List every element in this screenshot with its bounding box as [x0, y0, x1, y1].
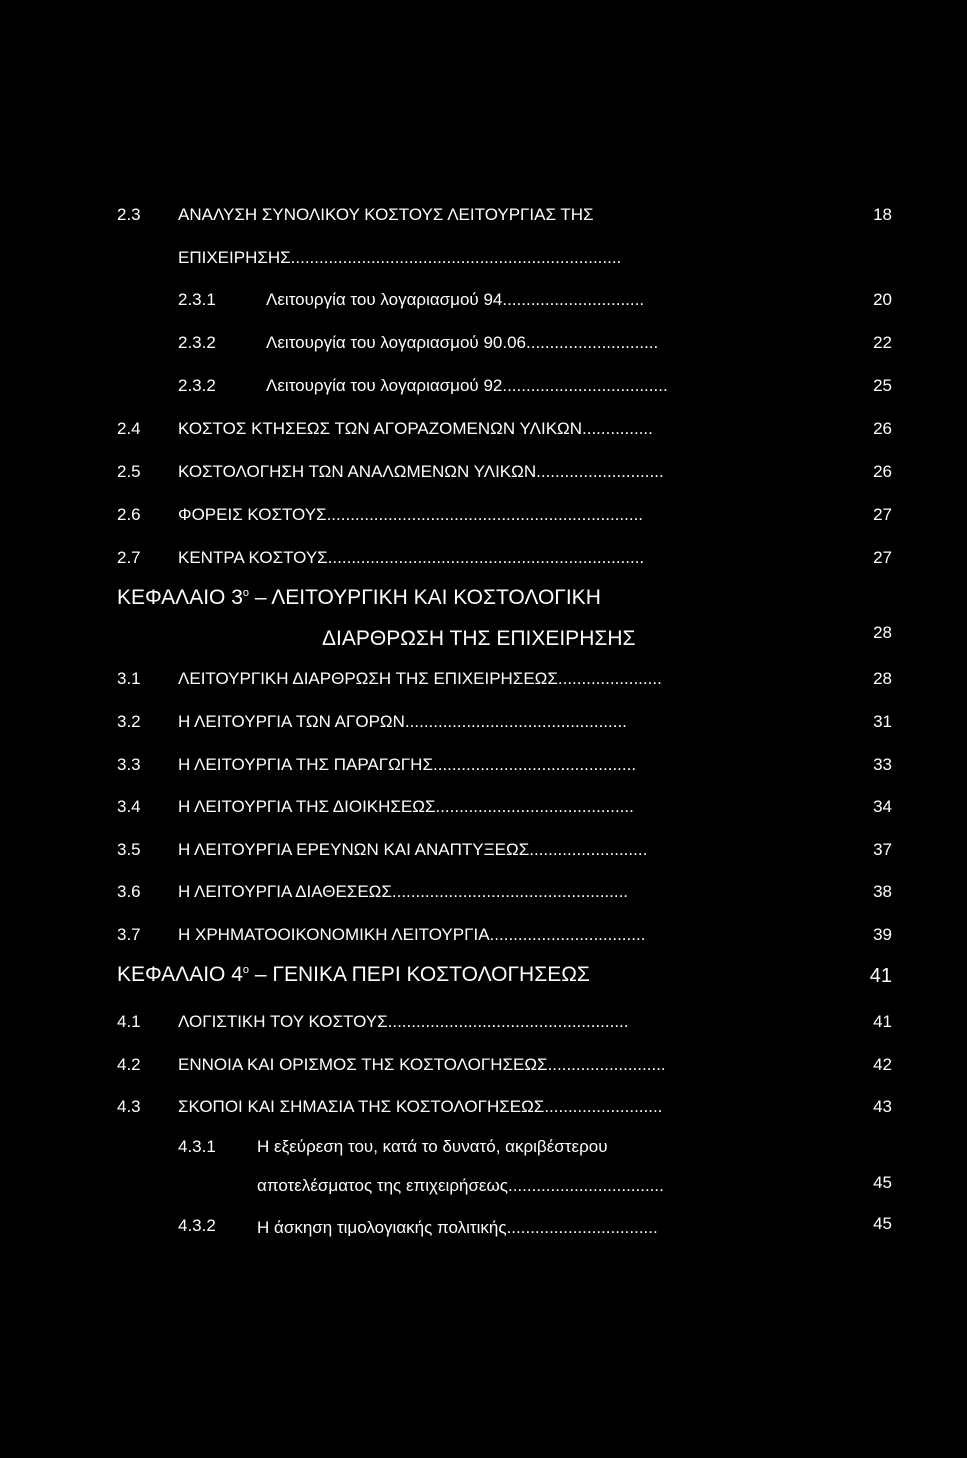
- toc-entry: [178, 1097, 662, 1117]
- toc-number: 3.5: [117, 840, 141, 859]
- toc-number: 2.7: [117, 548, 141, 567]
- toc-number: 3.7: [117, 925, 141, 944]
- toc-page: 34: [873, 797, 892, 816]
- chapter-heading: [117, 586, 601, 610]
- toc-title: Η ΛΕΙΤΟΥΡΓΙΑ ΤΩΝ ΑΓΟΡΩΝ: [178, 712, 405, 731]
- toc-page: 42: [873, 1055, 892, 1074]
- toc-page: 26: [873, 419, 892, 438]
- toc-number: 2.4: [117, 419, 141, 438]
- toc-number: 2.3.1: [178, 290, 216, 309]
- toc-leader: ..............................: [502, 290, 645, 309]
- toc-title: αποτελέσματος της επιχειρήσεως: [257, 1176, 508, 1195]
- toc-entry: [178, 797, 634, 817]
- toc-entry: [257, 1176, 664, 1196]
- toc-page: 22: [873, 333, 892, 352]
- toc-leader: ..........................................: [435, 797, 634, 816]
- toc-title: Λειτουργία του λογαριασμού 92: [266, 376, 503, 395]
- toc-leader: .........................: [547, 1055, 666, 1074]
- toc-title: Η ΛΕΙΤΟΥΡΓΙΑ ΤΗΣ ΔΙΟΙΚΗΣΕΩΣ: [178, 797, 436, 816]
- toc-entry: [178, 755, 636, 775]
- toc-title: ΛΕΙΤΟΥΡΓΙΚΗ ΔΙΑΡΘΡΩΣΗ ΤΗΣ ΕΠΙΧΕΙΡΗΣΕΩΣ: [178, 669, 558, 688]
- toc-leader: .................................: [489, 925, 646, 944]
- toc-entry: [178, 669, 662, 689]
- toc-leader: .........................: [544, 1097, 663, 1116]
- toc-number: 2.6: [117, 505, 141, 524]
- toc-leader: ................................: [506, 1218, 658, 1237]
- toc-leader: ...............: [582, 419, 653, 438]
- toc-entry: [178, 548, 644, 568]
- toc-leader: ...................................................................: [326, 505, 644, 524]
- toc-number: 4.1: [117, 1012, 141, 1031]
- toc-title: ΚΕΝΤΡΑ ΚΟΣΤΟΥΣ: [178, 548, 328, 567]
- toc-title: ΛΟΓΙΣΤΙΚΗ ΤΟΥ ΚΟΣΤΟΥΣ: [178, 1012, 388, 1031]
- toc-leader: ............................: [526, 333, 659, 352]
- toc-number: 4.3: [117, 1097, 141, 1116]
- toc-page: 20: [873, 290, 892, 309]
- toc-title: ΕΠΙΧΕΙΡΗΣΗΣ: [178, 248, 291, 267]
- toc-number: 2.5: [117, 462, 141, 481]
- toc-title: Λειτουργία του λογαριασμού 94: [266, 290, 503, 309]
- toc-page: 43: [873, 1097, 892, 1116]
- toc-entry: [178, 419, 653, 439]
- toc-leader: ..................................................: [391, 882, 629, 901]
- toc-page: 41: [873, 1012, 892, 1031]
- toc-entry: [178, 712, 627, 732]
- toc-leader: ...................................................: [387, 1012, 629, 1031]
- toc-number: 2.3.2: [178, 376, 216, 395]
- toc-entry: [266, 333, 658, 353]
- toc-title: Η ΛΕΙΤΟΥΡΓΙΑ ΤΗΣ ΠΑΡΑΓΩΓΗΣ: [178, 755, 433, 774]
- toc-number: 3.4: [117, 797, 141, 816]
- toc-page: 27: [873, 505, 892, 524]
- chapter-ordinal: ο: [242, 587, 250, 599]
- toc-number: 3.2: [117, 712, 141, 731]
- chapter-title: – ΛΕΙΤΟΥΡΓΙΚΗ ΚΑΙ ΚΟΣΤΟΛΟΓΙΚΗ: [249, 586, 601, 609]
- toc-entry: [178, 248, 621, 268]
- toc-title: ΕΝΝΟΙΑ ΚΑΙ ΟΡΙΣΜΟΣ ΤΗΣ ΚΟΣΤΟΛΟΓΗΣΕΩΣ: [178, 1055, 548, 1074]
- toc-entry: [178, 1012, 629, 1032]
- toc-leader: ......................: [557, 669, 662, 688]
- toc-page: 38: [873, 882, 892, 901]
- toc-entry: [178, 1055, 666, 1075]
- toc-title: Η ΛΕΙΤΟΥΡΓΙΑ ΕΡΕΥΝΩΝ ΚΑΙ ΑΝΑΠΤΥΞΕΩΣ: [178, 840, 530, 859]
- toc-page: 41: [869, 965, 892, 987]
- toc-number: 4.3.2: [178, 1216, 216, 1235]
- toc-leader: ...............................................: [404, 712, 627, 731]
- toc-page: 27: [873, 548, 892, 567]
- toc-leader: ...................................................................: [327, 548, 645, 567]
- toc-leader: ...........................................: [432, 755, 637, 774]
- toc-page: 33: [873, 755, 892, 774]
- toc-leader: .........................: [529, 840, 648, 859]
- toc-number: 2.3: [117, 205, 141, 224]
- toc-title: Η εξεύρεση του, κατά το δυνατό, ακριβέστερου: [257, 1137, 608, 1156]
- toc-entry: [178, 462, 664, 482]
- toc-page: 37: [873, 840, 892, 859]
- toc-leader: .................................: [507, 1176, 664, 1195]
- chapter-title-continued: ΔΙΑΡΘΡΩΣΗ ΤΗΣ ΕΠΙΧΕΙΡΗΣΗΣ: [322, 627, 636, 650]
- chapter-heading: [117, 963, 590, 987]
- toc-entry: [178, 840, 647, 860]
- toc-page: 18: [873, 205, 892, 224]
- toc-number: 3.6: [117, 882, 141, 901]
- toc-leader: ...................................: [502, 376, 668, 395]
- toc-title: ΣΚΟΠΟΙ ΚΑΙ ΣΗΜΑΣΙΑ ΤΗΣ ΚΟΣΤΟΛΟΓΗΣΕΩΣ: [178, 1097, 545, 1116]
- toc-number: 4.2: [117, 1055, 141, 1074]
- toc-title: ΦΟΡΕΙΣ ΚΟΣΤΟΥΣ: [178, 505, 327, 524]
- chapter-title: – ΓΕΝΙΚΑ ΠΕΡΙ ΚΟΣΤΟΛΟΓΗΣΕΩΣ: [254, 963, 590, 986]
- toc-number: 3.3: [117, 755, 141, 774]
- toc-entry: [266, 290, 644, 310]
- toc-title: ΚΟΣΤΟΣ ΚΤΗΣΕΩΣ ΤΩΝ ΑΓΟΡΑΖΟΜΕΝΩΝ ΥΛΙΚΩΝ: [178, 419, 583, 438]
- toc-number: 3.1: [117, 669, 141, 688]
- toc-entry: [178, 925, 645, 945]
- toc-title: Η άσκηση τιμολογιακής πολιτικής: [257, 1218, 507, 1237]
- toc-page: 25: [873, 376, 892, 395]
- toc-title: Λειτουργία του λογαριασμού 90.06: [266, 333, 526, 352]
- toc-number: 2.3.2: [178, 333, 216, 352]
- toc-page: 28: [873, 669, 892, 688]
- toc-title: Η ΛΕΙΤΟΥΡΓΙΑ ΔΙΑΘΕΣΕΩΣ: [178, 882, 392, 901]
- chapter-label: ΚΕΦΑΛΑΙΟ 4: [117, 963, 243, 986]
- toc-page: 26: [873, 462, 892, 481]
- toc-page: 45: [873, 1214, 892, 1233]
- chapter-ordinal: ο: [242, 964, 250, 976]
- toc-entry: [257, 1218, 658, 1238]
- toc-entry: [178, 505, 643, 525]
- toc-page: 45: [873, 1173, 892, 1192]
- toc-title: ΑΝΑΛΥΣΗ ΣΥΝΟΛΙΚΟΥ ΚΟΣΤΟΥΣ ΛΕΙΤΟΥΡΓΙΑΣ ΤΗΣ: [178, 205, 594, 224]
- toc-number: 4.3.1: [178, 1137, 216, 1156]
- chapter-label: ΚΕΦΑΛΑΙΟ 3: [117, 586, 243, 609]
- toc-page: 28: [873, 623, 892, 642]
- toc-entry: [178, 882, 628, 902]
- toc-page: 39: [873, 925, 892, 944]
- toc-leader: ...........................: [536, 462, 664, 481]
- toc-page: 31: [873, 712, 892, 731]
- toc-title: ΚΟΣΤΟΛΟΓΗΣΗ ΤΩΝ ΑΝΑΛΩΜΕΝΩΝ ΥΛΙΚΩΝ: [178, 462, 537, 481]
- toc-title: Η ΧΡΗΜΑΤΟΟΙΚΟΝΟΜΙΚΗ ΛΕΙΤΟΥΡΓΙΑ: [178, 925, 490, 944]
- toc-entry: [266, 376, 668, 396]
- toc-leader: ......................................................................: [290, 248, 622, 267]
